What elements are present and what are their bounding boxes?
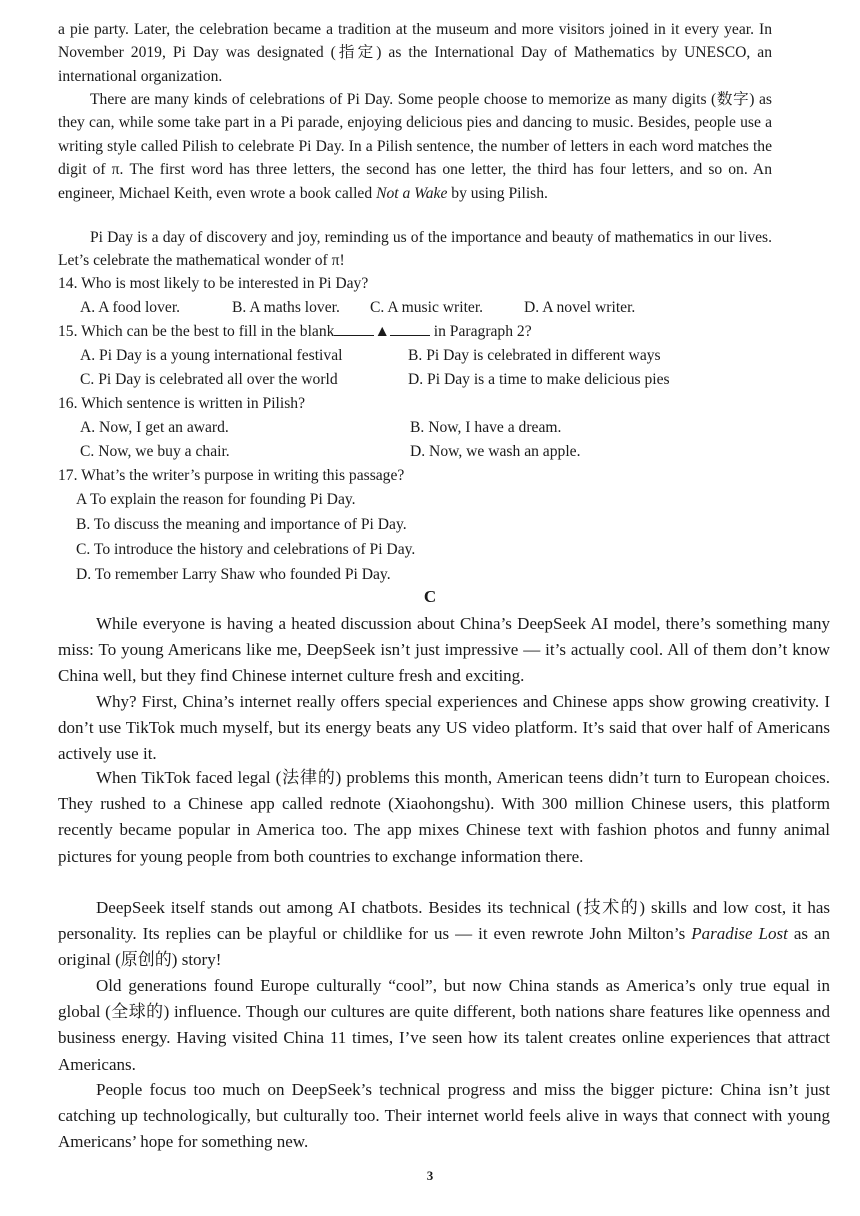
q14-option-b: B. A maths lover. [232,299,340,316]
question-16-stem: 16. Which sentence is written in Pilish? [58,395,306,412]
q15-option-a: A. Pi Day is a young international festival [80,347,343,364]
q17-option-c: C. To introduce the history and celebrations of Pi Day. [76,541,416,558]
section-c-paragraph-6: People focus too much on DeepSeek’s technical progress and miss the bigger picture: China isn’t just catching up technologically, but culturally too. Their internet world feels alive in ways that connect with young Americans’ hope for something new. [58,1080,830,1152]
q16-option-a: A. Now, I get an award. [80,419,229,436]
passage-b-paragraph-1: a pie party. Later, the celebration became a tradition at the museum and more visitors joined in it every year. In November 2019, Pi Day was designated (指定) as the International Day of Mathematics by UNESCO, an international organization. [58,21,772,85]
section-c-paragraph-3: When TikTok faced legal (法律的) problems this month, American teens didn’t turn to European choices. They rushed to a Chinese app called rednote (Xiaohongshu). With 300 million Chinese users, this platform recently became popular in America too. The app mixes Chinese text with fashion photos and funny animal pictures for young people from both countries to exchange information there. [58,768,830,866]
question-17-stem: 17. What’s the writer’s purpose in writing this passage? [58,467,405,484]
q14-option-d: D. A novel writer. [524,299,636,316]
page-number: 3 [426,1168,434,1183]
section-c-paragraph-1: While everyone is having a heated discussion about China’s DeepSeek AI model, there’s something many miss: To young Americans like me, DeepSeek isn’t just impressive — it’s actually cool. All of them don’t know China well, but they find Chinese internet culture fresh and exciting. [58,614,830,686]
q16-option-b: B. Now, I have a dream. [410,419,562,436]
book-title: Not a Wake [376,184,448,202]
question-14-stem: 14. Who is most likely to be interested in Pi Day? [58,275,369,292]
blank-marker: ▲ [374,323,390,340]
answer-blank [334,321,374,336]
q14-option-a: A. A food lover. [80,299,181,316]
q15-option-d: D. Pi Day is a time to make delicious pies [408,371,670,388]
question-15-stem: 15. Which can be the best to fill in the blank ▲ in Paragraph 2? [58,323,532,340]
q14-option-c: C. A music writer. [370,299,484,316]
q16-option-d: D. Now, we wash an apple. [410,443,581,460]
section-c-paragraph-2: Why? First, China’s internet really offers special experiences and Chinese apps show growing creativity. I don’t use TikTok much myself, but its energy beats any US video platform. It’s said that over half of Americans actively use it. [58,692,830,764]
book-title: Paradise Lost [691,924,788,944]
q16-option-c: C. Now, we buy a chair. [80,443,230,460]
section-c-paragraph-5: Old generations found Europe culturally “cool”, but now China stands as America’s only true equal in global (全球的) influence. Though our cultures are quite different, both nations share features like openness and business energy. Having visited China 11 times, I’ve seen how its talent creates online experiences that attract Americans. [58,976,830,1074]
section-c-title: C [423,587,437,606]
passage-b-paragraph-2: There are many kinds of celebrations of Pi Day. Some people choose to memorize as many digits (数字) as they can, while some take part in a Pi parade, enjoying delicious pies and dancing to music. Besides, people use a writing style called Pilish to celebrate Pi Day. In a Pilish sentence, the number of letters in each word matches the digit of π. The first word has three letters, the second has one letter, the third has four letters, and so on. An engineer, Michael Keith, even wrote a book called Not a Wake by using Pilish. [58,91,772,202]
q15-option-c: C. Pi Day is celebrated all over the world [80,371,338,388]
answer-blank [390,321,430,336]
passage-b-paragraph-3: Pi Day is a day of discovery and joy, reminding us of the importance and beauty of mathematics in our lives. Let’s celebrate the mathematical wonder of π! [58,229,772,270]
q17-option-a: A To explain the reason for founding Pi Day. [76,491,356,508]
q17-option-d: D. To remember Larry Shaw who founded Pi Day. [76,566,391,583]
section-c-paragraph-4: DeepSeek itself stands out among AI chatbots. Besides its technical (技术的) skills and low cost, it has personality. Its replies can be playful or childlike for us — it even rewrote John Milton’s Paradise Lost as an original (原创的) story! [58,898,831,970]
q15-option-b: B. Pi Day is celebrated in different ways [408,347,661,364]
q17-option-b: B. To discuss the meaning and importance of Pi Day. [76,516,407,533]
